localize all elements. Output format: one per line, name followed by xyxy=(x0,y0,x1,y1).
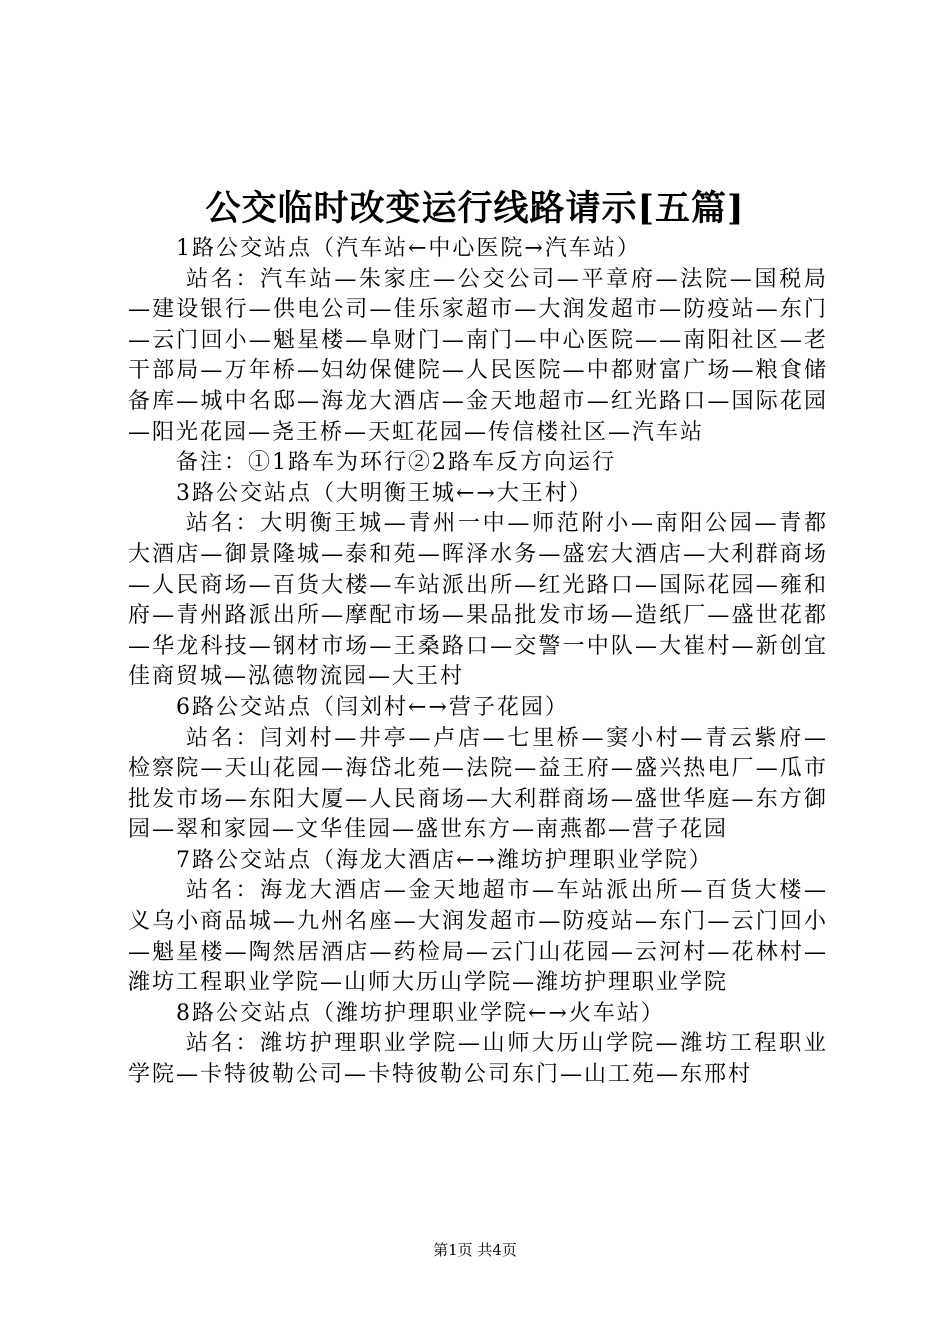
route-stations-3: 站名：大明衡王城—青州一中—师范附小—南阳公园—青都大酒店—御景隆城—泰和苑—晖泽水务—盛宏大酒店—大利群商场—人民商场—百货大楼—车站派出所—红光路口—国际花园—雍和府—青州路派出所—摩配市场—果品批发市场—造纸厂—盛世花都—华龙科技—钢材市场—王桑路口—交警一中队—大崔村—新创宜佳商贸城—泓德物流园—大王村 xyxy=(128,511,828,690)
route-stations-6: 站名：闫刘村—井亭—卢店—七里桥—窦小村—青云紫府—检察院—天山花园—海岱北苑—法院—益王府—盛兴热电厂—瓜市批发市场—东阳大厦—人民商场—大利群商场—盛世华庭—东方御园—翠和家园—文华佳园—盛世东方—南燕都—营子花园 xyxy=(128,725,828,843)
route-heading-1: 1路公交站点（汽车站←中心医院→汽车站） xyxy=(176,236,641,261)
document-body xyxy=(128,234,828,1091)
document-title: 公交临时改变运行线路请示[五篇] xyxy=(205,188,745,229)
route-note-1: 备注：①1路车为环行②2路车反方向运行 xyxy=(176,450,616,476)
page-footer: 第1页 共4页 xyxy=(433,1241,517,1259)
route-stations-7: 站名：海龙大酒店—金天地超市—车站派出所—百货大楼—义乌小商品城—九州名座—大润发超市—防疫站—东门—云门回小—魁星楼—陶然居酒店—药检局—云门山花园—云河村—花林村—潍坊工程职业学院—山师大历山学院—潍坊护理职业学院 xyxy=(128,878,828,996)
route-heading-8: 8路公交站点（潍坊护理职业学院←→火车站） xyxy=(176,1000,665,1026)
route-stations-8: 站名：潍坊护理职业学院—山师大历山学院—潍坊工程职业学院—卡特彼勒公司—卡特彼勒公司东门—山工苑—东邢村 xyxy=(128,1031,828,1088)
route-stations-1: 站名：汽车站—朱家庄—公交公司—平章府—法院—国税局—建设银行—供电公司—佳乐家超市—大润发超市—防疫站—东门—云门回小—魁星楼—阜财门—南门—中心医院——南阳社区—老干部局—万年桥—妇幼保健院—人民医院—中都财富广场—粮食储备库—城中名邸—海龙大酒店—金天地超市—红光路口—国际花园—阳光花园—尧王桥—天虹花园—传信楼社区—汽车站 xyxy=(128,266,828,445)
route-heading-6: 6路公交站点（闫刘村←→营子花园） xyxy=(176,694,569,720)
route-heading-3: 3路公交站点（大明衡王城←→大王村） xyxy=(176,480,593,506)
route-heading-7: 7路公交站点（海龙大酒店←→潍坊护理职业学院） xyxy=(176,847,713,873)
